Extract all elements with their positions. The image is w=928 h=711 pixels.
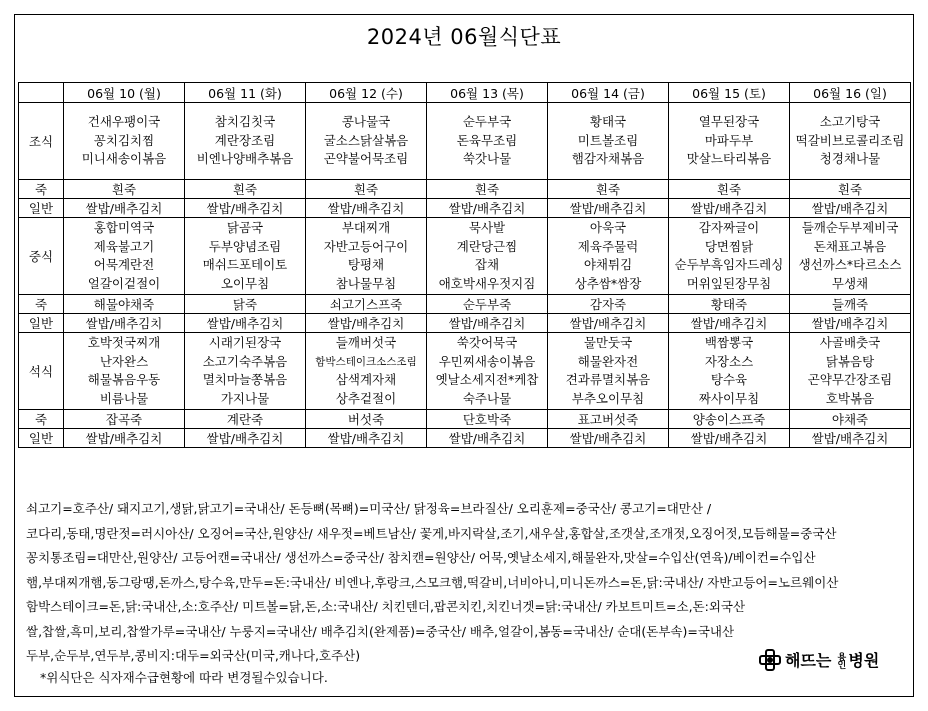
- menu-item: 들깨버섯국: [335, 335, 397, 350]
- footnote: *위식단은 식자재수급현황에 따라 변경될수있습니다.: [40, 670, 328, 685]
- origin-note-line: 함박스테이크=돈,닭:국내산,소:호주산/ 미트볼=닭,돈,소:국내산/ 치킨텐더,팝콘치킨,치킨너겟=닭:국내산/ 카보트미트=소,돈:외국산: [26, 599, 746, 614]
- menu-item: 아욱국: [589, 220, 627, 235]
- menu-item: 들깨순두부제비국: [801, 220, 899, 235]
- row-label: 죽: [19, 295, 64, 314]
- menu-item: 야채튀김: [583, 257, 633, 272]
- general2-row: [19, 314, 911, 333]
- page-title: 2024년 06월식단표: [366, 25, 562, 49]
- menu-item: 상추쌈*쌈장: [574, 275, 642, 291]
- row-label: 조식: [19, 103, 64, 180]
- breakfast-cell: [427, 103, 548, 180]
- menu-item: 순두부흑임자드레싱: [674, 257, 784, 272]
- porridge2-cell: 감자죽: [548, 295, 669, 314]
- porridge3-cell: 표고버섯죽: [548, 410, 669, 429]
- menu-item: 해물볶음우동: [87, 372, 161, 387]
- menu-item: 묵사발: [468, 220, 506, 235]
- menu-item: 닭곰국: [226, 220, 264, 235]
- general2-cell: 쌀밥/배추김치: [669, 314, 790, 333]
- row-label: 죽: [19, 180, 64, 199]
- row-label: 일반: [19, 429, 64, 448]
- breakfast-cell: [64, 103, 185, 180]
- general1-cell: 쌀밥/배추김치: [790, 199, 911, 218]
- general3-cell: 쌀밥/배추김치: [427, 429, 548, 448]
- breakfast-cell: [306, 103, 427, 180]
- day-header: 06월 13 (목): [427, 83, 548, 103]
- origin-notes: [26, 497, 906, 669]
- menu-item: 마파두부: [704, 132, 754, 148]
- porridge3-cell: 버섯죽: [306, 410, 427, 429]
- porridge3-cell: 단호박죽: [427, 410, 548, 429]
- porridge3-cell: 야채죽: [790, 410, 911, 429]
- breakfast-cell: [790, 103, 911, 180]
- general3-cell: 쌀밥/배추김치: [306, 429, 427, 448]
- menu-item: 건새우팽이국: [87, 114, 161, 130]
- menu-item: 자장소스: [704, 353, 754, 369]
- menu-item: 상추겉절이: [335, 390, 397, 406]
- menu-item: 돈채표고볶음: [813, 238, 887, 254]
- menu-item: 쑥갓어묵국: [456, 335, 518, 350]
- menu-item: 쑥갓나물: [462, 151, 512, 167]
- menu-item: 애호박새우젓지짐: [438, 275, 536, 291]
- origin-note-line: 두부,순두부,연두부,콩비지:대두=외국산(미국,캐나다,호주산): [26, 648, 361, 663]
- breakfast-cell: [669, 103, 790, 180]
- day-header: 06월 12 (수): [306, 83, 427, 103]
- menu-item: 곤약불어묵조림: [323, 151, 409, 167]
- general2-cell: 쌀밥/배추김치: [64, 314, 185, 333]
- lunch-cell: [64, 218, 185, 295]
- menu-item: 순두부국: [462, 114, 512, 130]
- menu-item: 콩나물국: [341, 114, 391, 130]
- lunch-cell: [790, 218, 911, 295]
- origin-note-line: 꽁치통조림=대만산,원양산/ 고등어캔=국내산/ 생선까스=중국산/ 참치캔=원양산/ 어묵,옛날소세지,해물완자,맛살=수입산(연육)/베이컨=수입산: [26, 550, 816, 565]
- menu-item: 호박젓국찌개: [87, 335, 161, 350]
- menu-item: 머위잎된장무침: [686, 275, 772, 291]
- porridge1-cell: 흰죽: [185, 180, 306, 199]
- menu-item: 제육불고기: [93, 238, 155, 254]
- lunch-row: [19, 218, 911, 295]
- logo-name: 해뜨는: [785, 651, 832, 670]
- menu-item: 당면찜닭: [704, 238, 754, 254]
- day-header: 06월 16 (일): [790, 83, 911, 103]
- menu-item: 소고기탕국: [819, 114, 881, 130]
- general1-cell: 쌀밥/배추김치: [548, 199, 669, 218]
- porridge2-cell: 닭죽: [185, 295, 306, 314]
- porridge2-cell: 해물야채죽: [64, 295, 185, 314]
- general2-cell: 쌀밥/배추김치: [548, 314, 669, 333]
- dinner-cell: [185, 333, 306, 410]
- menu-item: 물만둣국: [583, 335, 633, 350]
- porridge2-cell: 쇠고기스프죽: [306, 295, 427, 314]
- menu-item: 백짬뽕국: [704, 335, 754, 350]
- menu-item: 닭볶음탕: [825, 353, 875, 369]
- lunch-cell: [185, 218, 306, 295]
- menu-item: 해물완자전: [577, 353, 639, 369]
- lunch-cell: [548, 218, 669, 295]
- menu-item: 견과류멸치볶음: [565, 372, 651, 387]
- breakfast-cell: [548, 103, 669, 180]
- dinner-cell: [427, 333, 548, 410]
- menu-item: 시래기된장국: [208, 335, 282, 350]
- general1-row: [19, 199, 911, 218]
- breakfast-cell: [185, 103, 306, 180]
- menu-item: 생선까스*타르소스: [798, 257, 902, 272]
- menu-item: 탕수육: [710, 372, 748, 387]
- porridge1-cell: 흰죽: [548, 180, 669, 199]
- menu-item: 탕평채: [347, 257, 385, 272]
- menu-item: 부대찌개: [341, 220, 391, 235]
- general1-cell: 쌀밥/배추김치: [185, 199, 306, 218]
- row-label: 일반: [19, 314, 64, 333]
- general3-cell: 쌀밥/배추김치: [64, 429, 185, 448]
- menu-item: 꽁치김치찜: [93, 132, 155, 148]
- general3-cell: 쌀밥/배추김치: [185, 429, 306, 448]
- menu-item: 미니새송이볶음: [81, 151, 167, 167]
- menu-item: 매쉬드포테이토: [202, 257, 288, 272]
- menu-item: 숙주나물: [462, 390, 512, 406]
- row-label: 석식: [19, 333, 64, 410]
- menu-item: 비엔나양배추볶음: [196, 151, 294, 167]
- porridge3-row: [19, 410, 911, 429]
- porridge1-cell: 흰죽: [306, 180, 427, 199]
- general3-cell: 쌀밥/배추김치: [548, 429, 669, 448]
- dinner-cell: [548, 333, 669, 410]
- lunch-cell: [427, 218, 548, 295]
- porridge3-cell: 잡곡죽: [64, 410, 185, 429]
- menu-item: 무생채: [831, 275, 869, 291]
- menu-item: 우민찌새송이볶음: [438, 353, 536, 369]
- general1-cell: 쌀밥/배추김치: [306, 199, 427, 218]
- menu-item: 열무된장국: [698, 114, 760, 130]
- porridge2-row: [19, 295, 911, 314]
- menu-item: 소고기숙주볶음: [202, 353, 288, 369]
- menu-item: 비름나물: [99, 390, 149, 406]
- menu-item: 짜사이무침: [698, 390, 760, 406]
- porridge1-cell: 흰죽: [669, 180, 790, 199]
- porridge1-cell: 흰죽: [64, 180, 185, 199]
- meal-table: [18, 82, 911, 448]
- menu-item: 난자완스: [99, 353, 149, 369]
- menu-item: 참치김칫국: [214, 114, 276, 130]
- menu-item: 계란당근찜: [456, 238, 518, 254]
- day-header: 06월 14 (금): [548, 83, 669, 103]
- logo-sub: 용인: [835, 651, 846, 668]
- dinner-cell: [64, 333, 185, 410]
- day-header: 06월 10 (월): [64, 83, 185, 103]
- general2-cell: 쌀밥/배추김치: [790, 314, 911, 333]
- corner-cell: [19, 83, 64, 103]
- origin-note-line: 쇠고기=호주산/ 돼지고기,생닭,닭고기=국내산/ 돈등뼈(목뼈)=미국산/ 닭정육=브라질산/ 오리훈제=중국산/ 콩고기=대만산 /: [26, 501, 712, 516]
- menu-item: 사골배춧국: [819, 335, 881, 350]
- menu-item: 돈육무조림: [456, 132, 518, 148]
- day-header: 06월 11 (화): [185, 83, 306, 103]
- menu-item: 가지나물: [220, 390, 270, 406]
- menu-item: 호박볶음: [825, 390, 875, 406]
- porridge2-cell: 순두부죽: [427, 295, 548, 314]
- porridge3-cell: 계란죽: [185, 410, 306, 429]
- general2-cell: 쌀밥/배추김치: [306, 314, 427, 333]
- dinner-cell: [669, 333, 790, 410]
- dinner-cell: [790, 333, 911, 410]
- menu-item: 감자짜글이: [698, 220, 760, 235]
- porridge1-cell: 흰죽: [790, 180, 911, 199]
- menu-item: 어묵계란전: [93, 257, 155, 272]
- menu-item: 참나물무침: [335, 275, 397, 291]
- menu-item: 두부양념조림: [208, 238, 282, 254]
- dinner-row: [19, 333, 911, 410]
- menu-item: 홍합미역국: [93, 220, 155, 235]
- menu-item: 제육주물럭: [577, 238, 639, 254]
- general1-cell: 쌀밥/배추김치: [427, 199, 548, 218]
- menu-item: 떡갈비브로콜리조림: [795, 132, 905, 148]
- menu-item: 맛살느타리볶음: [686, 151, 772, 167]
- hospital-cross-icon: [759, 649, 781, 671]
- porridge1-cell: 흰죽: [427, 180, 548, 199]
- general1-cell: 쌀밥/배추김치: [64, 199, 185, 218]
- breakfast-row: [19, 103, 911, 180]
- lunch-cell: [669, 218, 790, 295]
- menu-item: 청경채나물: [819, 151, 881, 167]
- menu-item: 계란장조림: [214, 132, 276, 148]
- lunch-cell: [306, 218, 427, 295]
- menu-item: 오이무침: [220, 275, 270, 291]
- general3-cell: 쌀밥/배추김치: [790, 429, 911, 448]
- porridge2-cell: 들깨죽: [790, 295, 911, 314]
- origin-note-line: 코다리,동태,명란젓=러시아산/ 오징어=국산,원양산/ 새우젓=베트남산/ 꽃게,바지락살,조기,새우살,홍합살,조갯살,조개젓,오징어젓,모듬해물=중국산: [26, 525, 837, 541]
- general3-row: [19, 429, 911, 448]
- row-label: 죽: [19, 410, 64, 429]
- porridge1-row: [19, 180, 911, 199]
- porridge2-cell: 황태죽: [669, 295, 790, 314]
- row-label: 일반: [19, 199, 64, 218]
- general3-cell: 쌀밥/배추김치: [669, 429, 790, 448]
- menu-item: 굴소스닭살볶음: [323, 132, 409, 148]
- general2-cell: 쌀밥/배추김치: [185, 314, 306, 333]
- dinner-cell: [306, 333, 427, 410]
- row-label: 중식: [19, 218, 64, 295]
- menu-item: 곤약무간장조림: [807, 372, 893, 387]
- menu-item: 황태국: [589, 114, 627, 130]
- origin-note-line: 쌀,찹쌀,흑미,보리,찹쌀가루=국내산/ 누룽지=국내산/ 배추김치(완제품)=중국산/ 배추,얼갈이,봄동=국내산/ 순대(돈부속)=국내산: [26, 623, 735, 639]
- menu-item: 미트볼조림: [577, 132, 639, 148]
- menu-item: 멸치마늘쫑볶음: [202, 372, 288, 387]
- menu-item: 얼갈이겉절이: [87, 275, 161, 291]
- menu-item: 함박스테이크소스조림: [315, 355, 417, 368]
- logo-suffix: 병원: [848, 651, 880, 670]
- general1-cell: 쌀밥/배추김치: [669, 199, 790, 218]
- menu-item: 부추오이무침: [571, 390, 645, 406]
- menu-item: 옛날소세지전*케찹: [435, 372, 539, 387]
- porridge3-cell: 양송이스프죽: [669, 410, 790, 429]
- hospital-logo: [759, 648, 879, 671]
- menu-item: 삼색계자채: [335, 372, 397, 387]
- day-header: 06월 15 (토): [669, 83, 790, 103]
- menu-item: 햄감자채볶음: [571, 151, 645, 167]
- menu-item: 자반고등어구이: [323, 238, 409, 254]
- general2-cell: 쌀밥/배추김치: [427, 314, 548, 333]
- menu-item: 잡채: [474, 257, 500, 272]
- origin-note-line: 햄,부대찌개햄,동그랑땡,돈까스,탕수육,만두=돈:국내산/ 비엔나,후랑크,스모크햄,떡갈비,너비아니,미니돈까스=돈,닭:국내산/ 자반고등어=노르웨이산: [26, 574, 839, 590]
- day-header-row: [19, 83, 911, 103]
